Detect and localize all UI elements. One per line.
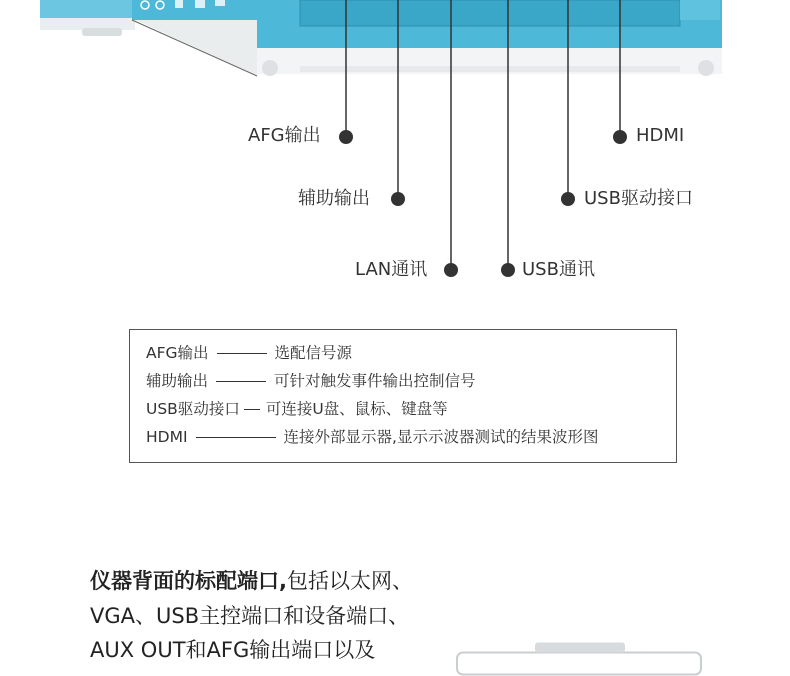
port-legend-box bbox=[129, 329, 677, 463]
left-device-foot bbox=[82, 28, 122, 36]
callout-usb-drive: USB驱动接口 bbox=[584, 188, 693, 209]
main-device-corner bbox=[680, 0, 720, 20]
legend-dash bbox=[196, 437, 276, 438]
main-device-foot bbox=[262, 60, 278, 76]
leader-dot-lan bbox=[444, 263, 458, 277]
description-line-2: VGA、USB主控端口和设备端口、 bbox=[90, 604, 410, 628]
legend-desc: 可针对触发事件输出控制信号 bbox=[274, 372, 476, 390]
description-rest: 包括以太网、 bbox=[286, 569, 413, 593]
description-line-1 bbox=[90, 565, 413, 597]
legend-row bbox=[146, 371, 476, 391]
legend-desc: 选配信号源 bbox=[274, 344, 353, 362]
rear-device-outline bbox=[457, 653, 701, 675]
legend-row bbox=[146, 343, 352, 363]
legend-term: USB驱动接口 bbox=[146, 400, 240, 418]
callout-afg-output: AFG输出 bbox=[248, 125, 321, 146]
legend-desc: 可连接U盘、鼠标、键盘等 bbox=[265, 400, 448, 418]
left-device-top bbox=[40, 0, 135, 18]
leader-dot-hdmi bbox=[613, 130, 627, 144]
leader-dot-usb-drive bbox=[561, 192, 575, 206]
port-icon bbox=[215, 0, 225, 6]
main-device-foot bbox=[698, 60, 714, 76]
callout-aux-output: 辅助输出 bbox=[298, 188, 370, 209]
legend-row bbox=[146, 399, 448, 419]
legend-desc: 连接外部显示器,显示示波器测试的结果波形图 bbox=[283, 428, 599, 446]
legend-row bbox=[146, 427, 598, 447]
legend-dash bbox=[217, 353, 267, 354]
port-strip bbox=[132, 0, 257, 20]
rear-device-illustration bbox=[455, 636, 703, 676]
description-highlight: 仪器背面的标配端口, bbox=[90, 569, 287, 593]
legend-term: 辅助输出 bbox=[146, 372, 209, 390]
legend-term: HDMI bbox=[146, 428, 188, 446]
rear-device-handle bbox=[535, 643, 625, 653]
callout-hdmi: HDMI bbox=[636, 125, 685, 146]
legend-dash bbox=[244, 409, 260, 410]
description-line-3: AUX OUT和AFG输出端口以及 bbox=[90, 638, 376, 662]
legend-dash bbox=[216, 381, 266, 382]
leader-dot-usb-comm bbox=[501, 263, 515, 277]
legend-term: AFG输出 bbox=[146, 344, 209, 362]
port-icon bbox=[175, 0, 183, 8]
port-icon bbox=[195, 0, 205, 8]
main-device-shadow bbox=[300, 66, 680, 72]
callout-usb-comm: USB通讯 bbox=[522, 259, 595, 280]
callout-lan-comm: LAN通讯 bbox=[355, 259, 428, 280]
leader-dot-aux bbox=[391, 192, 405, 206]
leader-dot-afg bbox=[339, 130, 353, 144]
main-device-panel bbox=[300, 0, 680, 26]
oscilloscope-back-panel-illustration bbox=[0, 0, 790, 300]
